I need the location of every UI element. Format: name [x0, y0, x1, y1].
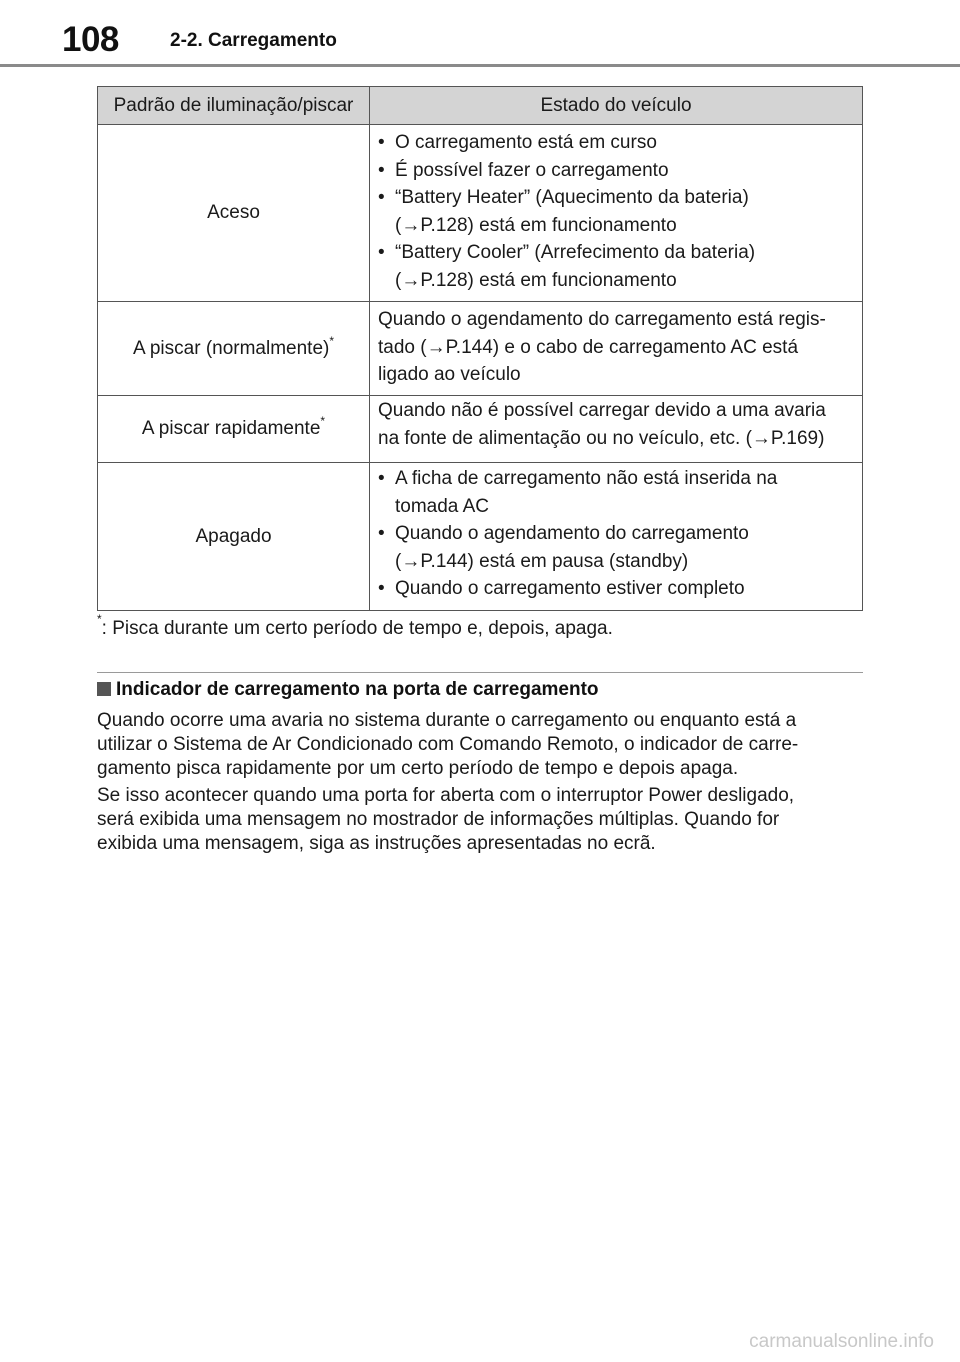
- continuation-text: tomada AC: [395, 495, 489, 517]
- list-item: • O carregamento está em curso: [378, 129, 856, 157]
- state-cell: [370, 125, 863, 302]
- paragraph-line: utilizar o Sistema de Ar Condicionado com Comando Remoto, o indicador de carre-: [97, 734, 799, 755]
- subsection-heading-text: Indicador de carregamento na porta de carregamento: [116, 679, 599, 700]
- list-item-continuation: [378, 267, 856, 295]
- state-bullet-list: [378, 465, 856, 603]
- pattern-label: Apagado: [195, 525, 272, 547]
- state-text-line: tado (→P.144) e o cabo de carregamento AC está: [378, 336, 799, 358]
- page-header: [0, 0, 960, 68]
- continuation-text: (→P.128) está em funcionamento: [395, 269, 677, 291]
- paragraph-line: Quando ocorre uma avaria no sistema durante o carregamento ou enquanto está a: [97, 710, 797, 731]
- table-row: [98, 463, 863, 611]
- state-text-line: Quando não é possível carregar devido a uma avaria: [378, 400, 826, 421]
- square-bullet-icon: [97, 682, 111, 696]
- pattern-label: A piscar (normalmente): [132, 337, 330, 359]
- pattern-cell: [98, 125, 370, 302]
- list-item: • A ficha de carregamento não está inserida na: [378, 465, 856, 493]
- list-item: • É possível fazer o carregamento: [378, 157, 856, 185]
- state-text-line: Quando o agendamento do carregamento está regis-: [378, 309, 826, 330]
- list-item: • “Battery Heater” (Aquecimento da bateria): [378, 184, 856, 212]
- list-item-continuation: [378, 548, 856, 576]
- list-item-continuation: [378, 212, 856, 240]
- list-item: • Quando o agendamento do carregamento: [378, 520, 856, 548]
- section-title: 2-2. Carregamento: [170, 30, 337, 51]
- site-watermark: carmanualsonline.info: [749, 1331, 934, 1352]
- page-number: 108: [62, 20, 119, 59]
- paragraph: [97, 709, 867, 781]
- state-text-line: ligado ao veículo: [378, 364, 521, 385]
- state-cell: [370, 463, 863, 611]
- table-header-row: [98, 87, 863, 125]
- table-header-pattern: Padrão de iluminação/piscar: [98, 87, 370, 125]
- continuation-text: (→P.144) está em pausa (standby): [395, 550, 689, 572]
- footnote-marker: *: [97, 612, 102, 626]
- table-row: [98, 125, 863, 302]
- table-row: [98, 302, 863, 396]
- footnote-text: : Pisca durante um certo período de tempo e, depois, apaga.: [101, 618, 613, 639]
- paragraph-line: Se isso acontecer quando uma porta for aberta com o interruptor Power desligado,: [97, 785, 795, 806]
- list-item: • “Battery Cooler” (Arrefecimento da bateria): [378, 239, 856, 267]
- asterisk-marker: *: [329, 333, 335, 348]
- continuation-text: (→P.128) está em funcionamento: [395, 214, 677, 236]
- header-rule: [0, 64, 960, 67]
- state-cell: [370, 302, 863, 396]
- state-cell: [370, 396, 863, 463]
- paragraph-line: exibida uma mensagem, siga as instruções apresentadas no ecrã.: [97, 833, 656, 854]
- pattern-cell: [98, 396, 370, 463]
- list-item-continuation: [378, 493, 856, 521]
- state-bullet-list: [378, 129, 856, 294]
- table-row: [98, 396, 863, 463]
- pattern-label: A piscar rapidamente: [141, 418, 321, 439]
- pattern-cell: [98, 302, 370, 396]
- pattern-label: Aceso: [207, 202, 260, 223]
- subsection-heading: [97, 679, 599, 701]
- pattern-cell: [98, 463, 370, 611]
- table-footnote: [97, 612, 613, 640]
- section-divider: [97, 672, 863, 673]
- paragraph-line: será exibida uma mensagem no mostrador de informações múltiplas. Quando for: [97, 809, 780, 830]
- asterisk-marker: *: [320, 414, 326, 428]
- list-item: • Quando o carregamento estiver completo: [378, 575, 856, 603]
- state-text-line: na fonte de alimentação ou no veículo, etc. (→P.169): [378, 427, 825, 449]
- table-header-state: Estado do veículo: [370, 87, 863, 125]
- paragraph: [97, 784, 867, 856]
- paragraph-line: gamento pisca rapidamente por um certo período de tempo e depois apaga.: [97, 758, 739, 779]
- indicator-status-table: [97, 86, 863, 611]
